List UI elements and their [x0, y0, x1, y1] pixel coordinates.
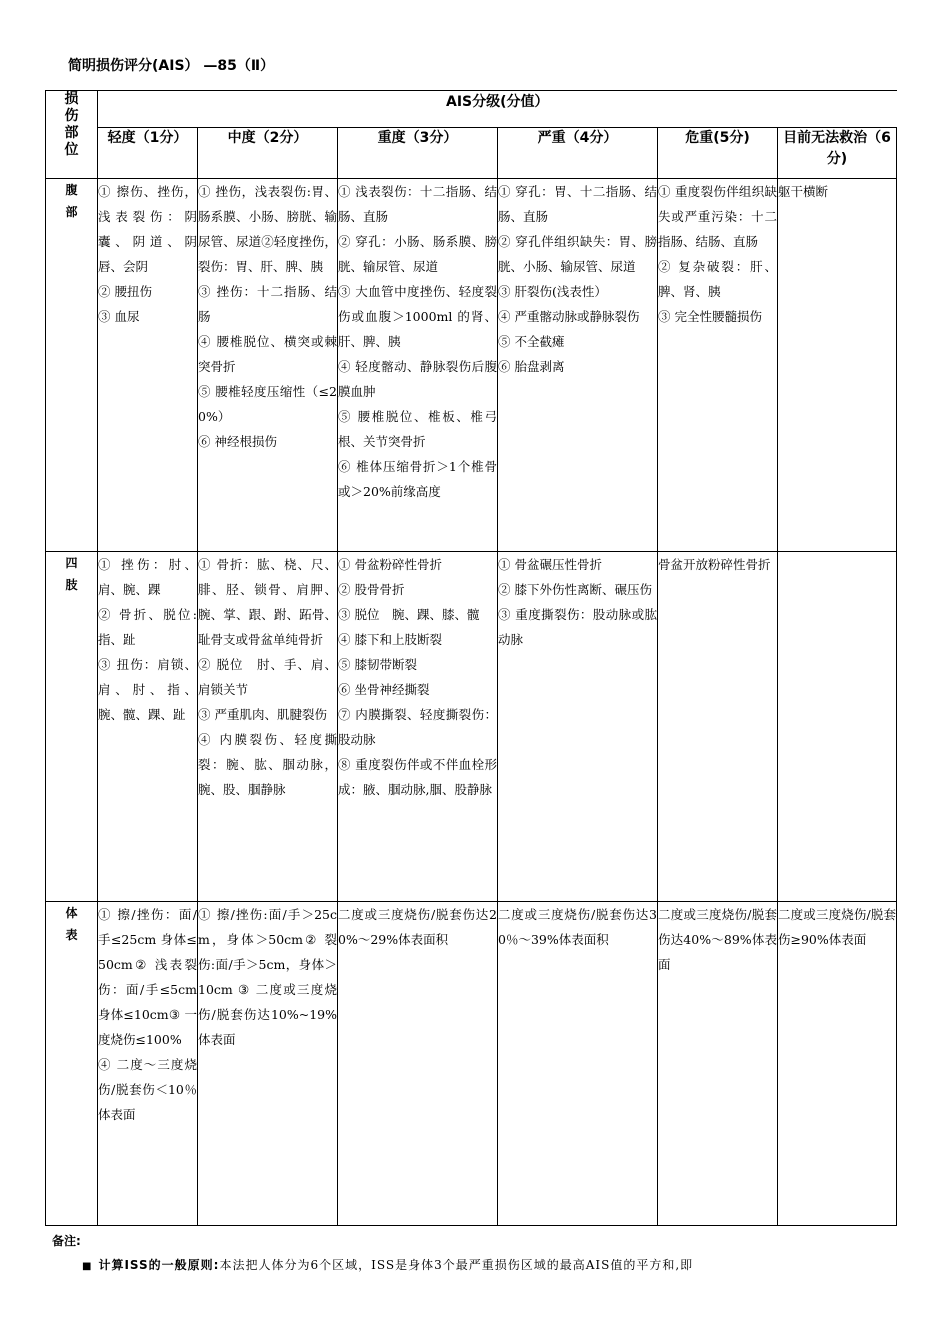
table-cell — [498, 179, 658, 552]
table-cell — [98, 552, 198, 902]
cell-line: ⑤ 腰椎脱位、椎板、椎弓根、关节突骨折 — [338, 409, 497, 449]
cell-line: ② 脱位 肘、手、肩、肩锁关节 — [198, 657, 337, 697]
table-cell — [338, 179, 498, 552]
table-cell — [658, 902, 778, 1226]
cell-line: ② 股骨骨折 — [338, 582, 405, 597]
row-label: 腹 部 — [46, 179, 98, 552]
cell-line: ③ 完全性腰髓损伤 — [658, 309, 762, 324]
table-cell — [338, 552, 498, 902]
cell-line: ① 擦/挫伤：面/手≤25cm 身体≤50cm② 浅表裂伤：面/手≤5cm身体≤10cm③ 一度烧伤≤100% — [98, 907, 197, 1047]
cell-line: ④ 轻度髂动、静脉裂伤后腹膜血肿 — [338, 359, 497, 399]
injury-part-header-text: 损 伤 部 位 — [64, 91, 79, 158]
cell-line: ① 骨盆碾压性骨折 — [498, 557, 602, 572]
row-label: 四 肢 — [46, 552, 98, 902]
grade-header-6: 目前无法救治（6分) — [778, 128, 897, 179]
cell-line: ⑤ 腰椎轻度压缩性（≤20%） — [198, 384, 337, 424]
cell-line: ② 膝下外伤性离断、碾压伤 — [498, 582, 652, 597]
cell-line: 躯干横断 — [778, 184, 829, 199]
cell-line: 二度或三度烧伤/脱套伤达40%～89%体表面 — [658, 907, 777, 972]
table-cell — [498, 552, 658, 902]
cell-line: ④ 二度～三度烧伤/脱套伤＜10％体表面 — [98, 1057, 197, 1122]
cell-line: ② 骨折、脱位:指、趾 — [98, 607, 197, 647]
cell-line: ① 擦伤、挫伤，浅表裂伤：阴囊、阴道、阴唇、会阴 — [98, 184, 197, 274]
cell-line: 二度或三度烧伤/脱套伤≥90%体表面 — [778, 907, 896, 947]
grade-header-4: 严重（4分） — [498, 128, 658, 179]
notes-label: 备注: — [52, 1234, 81, 1248]
square-bullet-icon: ■ — [82, 1261, 93, 1272]
cell-line: ⑧ 重度裂伤伴或不伴血栓形成：腋、腘动脉,腘、股静脉 — [338, 757, 497, 797]
principle-label: 计算ISS的一般原则: — [98, 1258, 220, 1272]
cell-line: 二度或三度烧伤/脱套伤达20%～29%体表面积 — [338, 907, 497, 947]
cell-line: ③ 肝裂伤(浅表性） — [498, 284, 607, 299]
row-label: 体 表 — [46, 902, 98, 1226]
ais-grade-group-header: AIS分级(分值） — [98, 91, 897, 128]
injury-part-header — [46, 91, 98, 179]
cell-line: 二度或三度烧伤/脱套伤达30％～39%体表面积 — [498, 907, 657, 947]
table-cell — [198, 179, 338, 552]
table-cell — [98, 902, 198, 1226]
cell-line: ⑥ 神经根损伤 — [198, 434, 277, 449]
grade-header-3: 重度（3分） — [338, 128, 498, 179]
table-row — [46, 179, 897, 552]
cell-line: ⑥ 胎盘剥离 — [498, 359, 565, 374]
table-body — [46, 179, 897, 1226]
cell-line: ② 穿孔伴组织缺失：胃、膀胱、小肠、输尿管、尿道 — [498, 234, 657, 274]
table-cell — [338, 902, 498, 1226]
cell-line: ① 挫伤：肘、肩、腕、踝 — [98, 557, 197, 597]
document-title: 简明损伤评分(AIS） —85（Ⅱ） — [68, 58, 275, 74]
cell-line: ② 复杂破裂：肝、脾、肾、胰 — [658, 259, 777, 299]
grade-header-row — [46, 128, 897, 179]
cell-line: ⑥ 坐骨神经撕裂 — [338, 682, 430, 697]
table-cell — [778, 179, 897, 552]
cell-line: ⑦ 内膜撕裂、轻度撕裂伤：股动脉 — [338, 707, 497, 747]
table-cell — [778, 902, 897, 1226]
cell-line: ① 穿孔：胃、十二指肠、结肠、直肠 — [498, 184, 657, 224]
cell-line: ② 腰扭伤 — [98, 284, 152, 299]
principle-text: 本法把人体分为6个区域，ISS是身体3个最严重损伤区域的最高AIS值的平方和,即 — [219, 1258, 694, 1272]
cell-line: ① 骨盆粉碎性骨折 — [338, 557, 442, 572]
table-row — [46, 552, 897, 902]
cell-line: ① 挫伤，浅表裂伤:胃、肠系膜、小肠、膀胱、输尿管、尿道②轻度挫伤，裂伤：胃、肝、脾、胰 — [198, 184, 337, 274]
cell-line: ③ 扭伤：肩锁、肩、肘、指、腕、髋、踝、趾 — [98, 657, 197, 722]
cell-line: ③ 脱位 腕、踝、膝、髋 — [338, 607, 480, 622]
table-cell — [98, 179, 198, 552]
grade-header-2: 中度（2分） — [198, 128, 338, 179]
cell-line: 骨盆开放粉碎性骨折 — [658, 557, 771, 572]
table-cell — [658, 179, 778, 552]
cell-line: ⑤ 膝韧带断裂 — [338, 657, 417, 672]
table-cell — [658, 552, 778, 902]
ais-table — [45, 90, 897, 1226]
cell-line: ③ 严重肌肉、肌腱裂伤 — [198, 707, 327, 722]
table-cell — [498, 902, 658, 1226]
cell-line: ⑤ 不全截瘫 — [498, 334, 565, 349]
cell-line: ④ 腰椎脱位、横突或棘突骨折 — [198, 334, 337, 374]
cell-line: ③ 挫伤：十二指肠、结肠 — [198, 284, 337, 324]
table-cell — [198, 902, 338, 1226]
grade-header-1: 轻度（1分） — [98, 128, 198, 179]
table-cell — [198, 552, 338, 902]
cell-line: ③ 血尿 — [98, 309, 140, 324]
cell-line: ④ 内膜裂伤、轻度撕裂：腕、肱、腘动脉，腕、股、腘静脉 — [198, 732, 337, 797]
cell-line: ① 骨折：肱、桡、尺、腓、胫、锁骨、肩胛、腕、掌、跟、跗、跖骨、耻骨支或骨盆单纯骨折 — [198, 557, 337, 647]
cell-line: ① 擦/挫伤:面/手＞25cm，身体＞50cm② 裂伤:面/手＞5cm，身体＞10cm ③ 二度或三度烧伤/脱套伤达10%~19%体表面 — [198, 907, 337, 1047]
notes-principle-line — [82, 1256, 892, 1273]
cell-line: ③ 重度撕裂伤：股动脉或肱动脉 — [498, 607, 657, 647]
cell-line: ① 浅表裂伤：十二指肠、结肠、直肠 — [338, 184, 497, 224]
cell-line: ⑥ 椎体压缩骨折＞1个椎骨或＞20%前缘高度 — [338, 459, 497, 499]
grade-header-5: 危重(5分) — [658, 128, 778, 179]
table-row — [46, 902, 897, 1226]
cell-line: ① 重度裂伤伴组织缺失或严重污染：十二指肠、结肠、直肠 — [658, 184, 777, 249]
table-cell — [778, 552, 897, 902]
cell-line: ③ 大血管中度挫伤、轻度裂伤或血腹＞1000ml 的肾、肝、脾、胰 — [338, 284, 497, 349]
cell-line: ② 穿孔：小肠、肠系膜、膀胱、输尿管、尿道 — [338, 234, 497, 274]
cell-line: ④ 膝下和上肢断裂 — [338, 632, 442, 647]
cell-line: ④ 严重髂动脉或静脉裂伤 — [498, 309, 640, 324]
